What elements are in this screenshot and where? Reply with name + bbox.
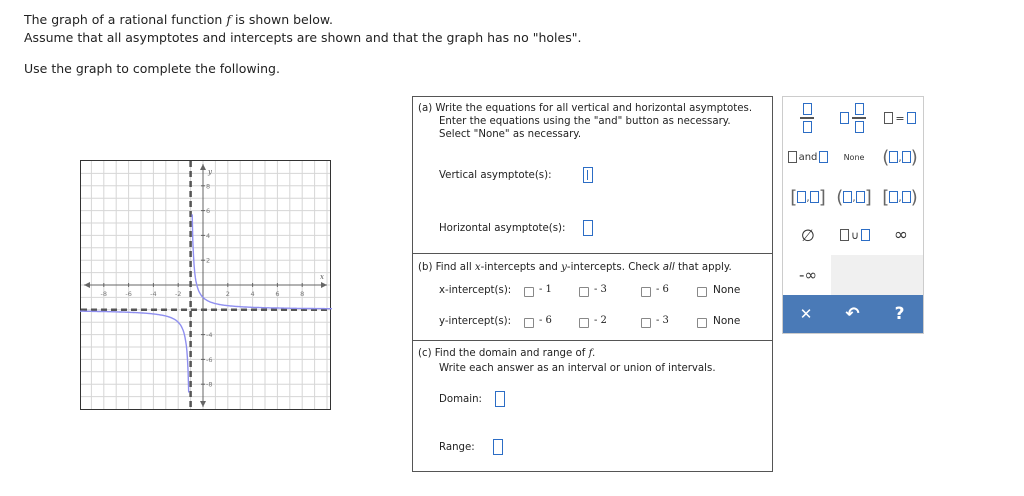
y-intercept-checkbox-none[interactable]	[697, 318, 707, 328]
y-symbol: y	[561, 262, 567, 273]
x-intercept-checkbox-3[interactable]	[641, 287, 651, 297]
domain-label: Domain:	[439, 394, 482, 405]
x-tick-label: -6	[125, 290, 132, 298]
vertical-asymptote-input[interactable]	[583, 167, 593, 183]
mixed-number-button[interactable]	[833, 101, 873, 135]
part-c-section	[413, 341, 772, 471]
empty-set-button[interactable]: ∅	[801, 225, 815, 245]
x-tick-label: -4	[150, 290, 157, 298]
x-tick-label: 8	[300, 290, 305, 298]
x-intercept-option-2: - 3	[594, 284, 607, 295]
y-intercept-option-3: - 3	[656, 315, 669, 326]
domain-input[interactable]	[495, 391, 505, 407]
open-interval-button[interactable]: ( , )	[882, 146, 918, 168]
x-intercept-checkbox-none[interactable]	[697, 287, 707, 297]
y-tick-label: 4	[206, 231, 211, 240]
part-b-text-3: -intercepts. Check	[566, 262, 663, 273]
intro-text-end: is shown below.	[230, 12, 333, 27]
intro-line-1	[24, 12, 333, 27]
mixed-number-icon	[852, 103, 866, 132]
part-c-function-name: f.	[588, 348, 596, 359]
x-intercept-label: x-intercept(s):	[439, 285, 512, 296]
y-tick-label: 2	[206, 256, 211, 265]
x-axis-label: x	[320, 273, 324, 281]
palette-toolbar	[783, 295, 923, 333]
none-button[interactable]: None	[843, 152, 865, 162]
y-intercept-label: y-intercept(s):	[439, 316, 512, 327]
part-b-text-4: that apply.	[674, 262, 732, 273]
part-c-instruction	[418, 347, 595, 360]
equation-button[interactable]	[879, 101, 921, 135]
text-cursor	[587, 170, 588, 180]
and-button[interactable]	[785, 143, 831, 171]
y-tick-label: -4	[206, 331, 213, 340]
clear-button[interactable]	[783, 295, 829, 333]
part-c-text: (c) Find the domain and range of	[418, 348, 586, 359]
horizontal-asymptote-input[interactable]	[583, 220, 593, 236]
equals-sign: =	[895, 111, 905, 125]
undo-icon: ↶	[845, 304, 860, 324]
help-icon: ?	[894, 304, 905, 324]
y-intercept-option-2: - 2	[594, 315, 607, 326]
part-a-instruction-3: Select "None" as necessary.	[439, 129, 582, 140]
vertical-asymptote-label: Vertical asymptote(s):	[439, 170, 552, 181]
x-tick-label: 2	[225, 290, 230, 298]
x-symbol: x	[474, 262, 481, 273]
y-intercept-option-1: - 6	[539, 315, 552, 326]
y-intercept-checkbox-1[interactable]	[524, 318, 534, 328]
y-axis-label: y	[208, 168, 212, 176]
range-label: Range:	[439, 442, 475, 453]
fraction-button[interactable]	[791, 101, 823, 135]
range-input[interactable]	[493, 439, 503, 455]
union-symbol: ∪	[850, 228, 860, 242]
y-tick-label: 6	[206, 207, 211, 216]
y-tick-label: -6	[206, 355, 213, 364]
x-tick-label: -2	[174, 290, 182, 298]
y-intercept-checkbox-2[interactable]	[579, 318, 589, 328]
x-intercept-option-3: - 6	[656, 284, 669, 295]
infinity-button[interactable]: ∞	[893, 225, 909, 245]
part-a-section	[413, 97, 772, 254]
intro-line-3: Use the graph to complete the following.	[24, 61, 280, 76]
x-intercept-checkbox-1[interactable]	[524, 287, 534, 297]
part-b-text-2: -intercepts and	[480, 262, 562, 273]
half-open-left-interval-button[interactable]: [ , )	[882, 186, 918, 208]
y-intercept-option-none: None	[713, 315, 741, 327]
and-label: and	[798, 151, 818, 163]
intro-text: The graph of a rational function	[24, 12, 223, 27]
undo-button[interactable]	[829, 295, 876, 333]
half-open-right-interval-button[interactable]: ( , ]	[836, 186, 872, 208]
negative-infinity-button[interactable]: -∞	[799, 266, 817, 284]
x-tick-label: 4	[250, 290, 255, 298]
y-intercept-checkbox-3[interactable]	[641, 318, 651, 328]
x-intercept-option-none: None	[713, 284, 741, 296]
help-button[interactable]	[876, 295, 923, 333]
part-b-text-1: (b) Find all	[418, 262, 475, 273]
x-intercept-checkbox-2[interactable]	[579, 287, 589, 297]
part-b-section	[413, 254, 772, 341]
part-c-instruction-2: Write each answer as an interval or union of intervals.	[439, 363, 716, 374]
comma: ,	[898, 150, 902, 164]
question-panel	[412, 96, 773, 472]
y-tick-label: -8	[206, 380, 213, 389]
x-intercept-option-1: - 1	[539, 284, 552, 295]
x-tick-label: 6	[275, 290, 280, 298]
closed-interval-button[interactable]: [ , ]	[790, 186, 826, 208]
horizontal-asymptote-label: Horizontal asymptote(s):	[439, 223, 566, 234]
y-tick-label: 8	[206, 182, 211, 191]
intro-line-2: Assume that all asymptotes and intercepts are shown and that the graph has no "holes".	[24, 30, 582, 45]
function-graph	[80, 160, 332, 410]
function-name: f	[226, 12, 231, 27]
fraction-icon	[800, 103, 814, 132]
part-a-instruction-2: Enter the equations using the "and" button as necessary.	[439, 116, 731, 127]
part-a-instruction: (a) Write the equations for all vertical and horizontal asymptotes.	[418, 103, 753, 114]
clear-icon: ✕	[799, 305, 813, 323]
palette-empty-cell	[831, 255, 923, 295]
all-word: all	[662, 262, 675, 273]
x-tick-label: -8	[100, 290, 108, 298]
part-b-instruction	[418, 261, 732, 274]
union-button[interactable]	[833, 221, 877, 249]
math-palette	[782, 96, 924, 334]
